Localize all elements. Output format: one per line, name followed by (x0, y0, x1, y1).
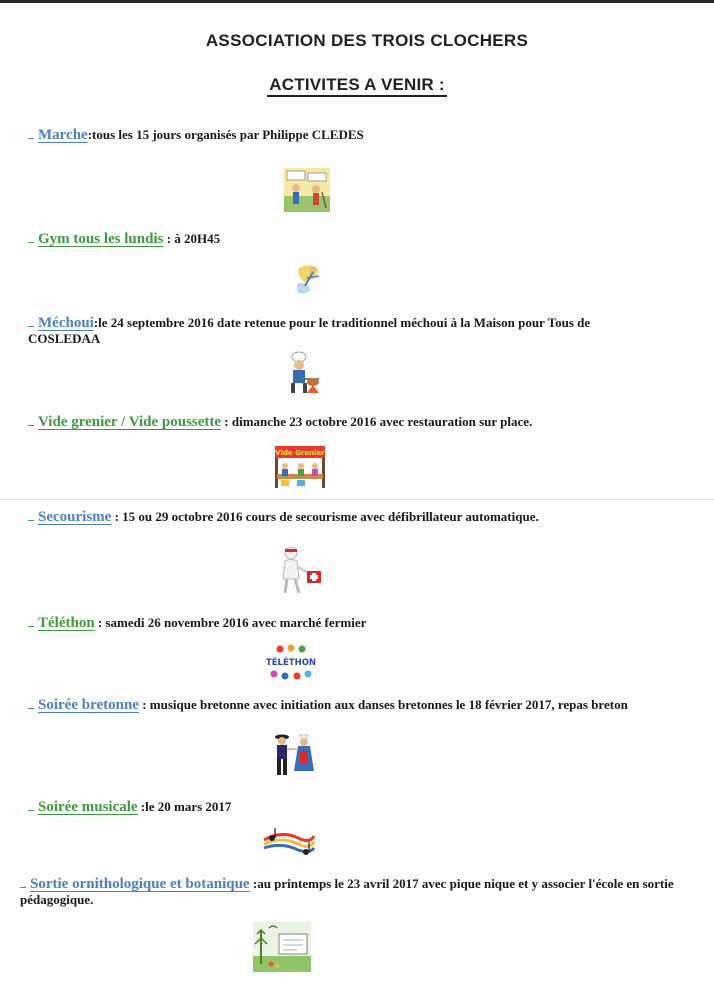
activity-description: : 15 ou 29 octobre 2016 cours de secourisme avec défibrillateur automatique. (111, 509, 539, 524)
activity-description: :le 24 septembre 2016 date retenue pour le traditionnel méchoui à la Maison pour Tous de COSLEDAA (28, 315, 591, 346)
activity-name: Gym tous les lundis (38, 231, 164, 247)
birdwatching-clipart-icon (253, 922, 311, 972)
page-title: ASSOCIATION DES TROIS CLOCHERS (205, 31, 529, 50)
activity-name: Secourisme (38, 509, 112, 525)
activity-vide-grenier (28, 414, 692, 430)
breton-dancers-clipart-icon (270, 731, 316, 779)
activity-name: Soirée musicale (38, 799, 138, 815)
activity-mechoui (28, 315, 648, 347)
activity-description: :tous les 15 jours organisés par Philippe CLEDES (87, 127, 364, 142)
activity-telethon (28, 615, 692, 631)
section-subtitle: ACTIVITES A VENIR : (267, 75, 446, 97)
activity-name: Soirée bretonne (38, 697, 139, 713)
activity-description: : dimanche 23 octobre 2016 avec restauration sur place. (221, 414, 533, 429)
stall-sign-text: Vide Grenier (275, 449, 325, 457)
activity-description: :le 20 mars 2017 (137, 799, 232, 814)
first-aid-figure-clipart-icon (277, 545, 323, 595)
activity-description: : musique bretonne avec initiation aux danses bretonnes le 18 février 2017, repas breton (138, 697, 628, 712)
activity-description: : samedi 26 novembre 2016 avec marché fermier (94, 615, 367, 630)
activity-secourisme (28, 509, 692, 525)
chef-roasting-clipart-icon (285, 351, 321, 395)
telethon-logo-icon (260, 644, 322, 680)
activity-name: Vide grenier / Vide poussette (38, 414, 222, 430)
music-notes-clipart-icon (262, 826, 316, 858)
activity-name: Sortie ornithologique et botanique (30, 876, 250, 892)
activity-gym (28, 231, 692, 247)
activity-soiree-musicale (28, 799, 692, 815)
hikers-clipart-icon (284, 168, 330, 212)
vide-grenier-stall-clipart-icon (271, 444, 329, 490)
telethon-logo-text: TÉLÉTHON (265, 658, 317, 668)
activity-soiree-bretonne (28, 697, 698, 713)
activity-description: : à 20H45 (163, 231, 221, 246)
activity-name: Méchoui (38, 315, 94, 331)
activity-description: :au printemps le 23 avril 2017 avec pique nique et y associer l'école en sortie pédagogique. (20, 876, 674, 907)
activity-name: Marche (38, 127, 88, 143)
activity-sortie-ornithologique (20, 876, 682, 908)
scan-top-edge (0, 0, 714, 3)
activity-marche (28, 127, 692, 143)
activity-name: Téléthon (38, 615, 95, 631)
paper-fold-line (0, 499, 714, 500)
gym-clipart-icon (291, 260, 325, 296)
